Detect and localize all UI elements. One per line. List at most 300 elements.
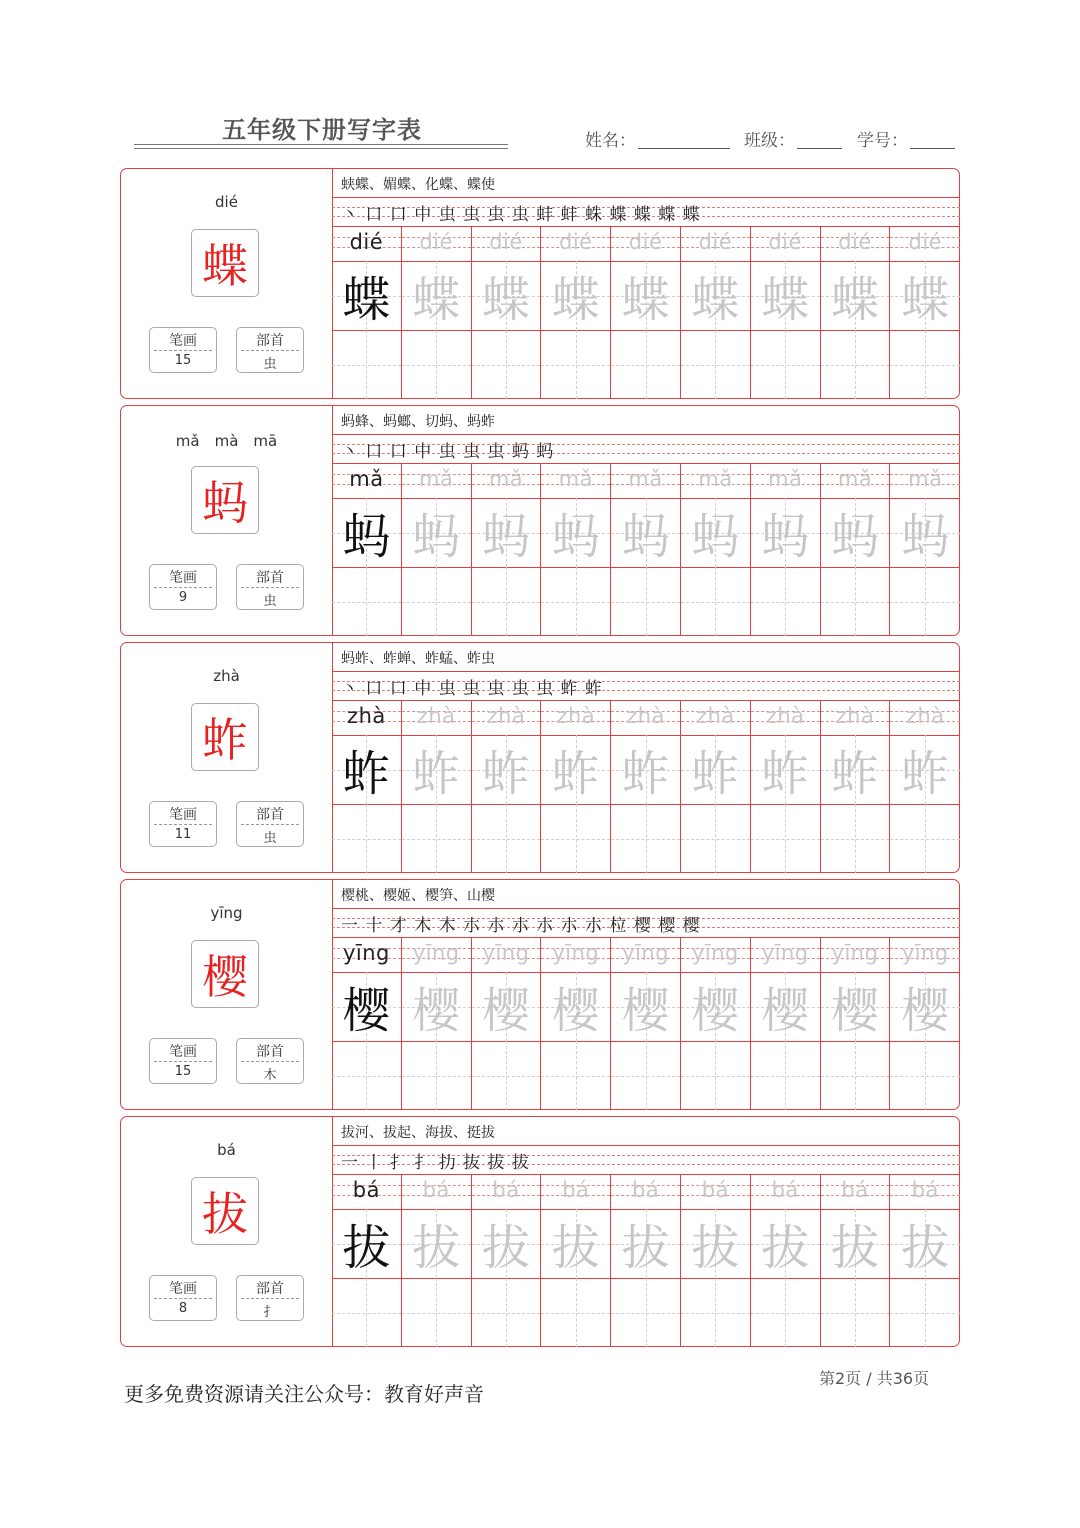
pinyin-cell[interactable] bbox=[751, 700, 820, 736]
grid-column bbox=[890, 937, 960, 1109]
class-field[interactable] bbox=[797, 148, 842, 149]
guide-line bbox=[785, 1041, 786, 1110]
example-words-row bbox=[332, 880, 960, 909]
pinyin-trace: mǎ bbox=[698, 467, 733, 491]
pinyin-cell[interactable] bbox=[332, 937, 401, 973]
blank-writing-cell[interactable] bbox=[541, 330, 610, 399]
character-block bbox=[120, 168, 960, 399]
pinyin-cell[interactable] bbox=[821, 463, 890, 499]
pinyin-trace: yīng bbox=[691, 941, 739, 965]
pinyin-cell[interactable] bbox=[541, 463, 610, 499]
pinyin-cell[interactable] bbox=[681, 226, 750, 262]
blank-writing-cell[interactable] bbox=[402, 804, 471, 873]
character-model: 樱 bbox=[342, 983, 391, 1039]
tracing-cell[interactable] bbox=[890, 498, 960, 568]
blank-writing-cell[interactable] bbox=[541, 1278, 610, 1347]
guide-line bbox=[785, 804, 786, 873]
character-display: 拔 bbox=[191, 1177, 259, 1245]
pinyin-trace: yīng bbox=[831, 941, 879, 965]
blank-writing-cell[interactable] bbox=[611, 804, 680, 873]
stroke-count-box bbox=[149, 1275, 217, 1321]
tracing-cell[interactable] bbox=[402, 972, 471, 1042]
tracing-cell[interactable] bbox=[472, 735, 541, 805]
character-block bbox=[120, 405, 960, 636]
pinyin-cell[interactable] bbox=[821, 937, 890, 973]
blank-writing-cell[interactable] bbox=[890, 330, 960, 399]
pinyin-cell[interactable] bbox=[611, 1174, 680, 1210]
blank-writing-cell[interactable] bbox=[332, 567, 401, 636]
blank-writing-cell[interactable] bbox=[472, 804, 541, 873]
tracing-cell[interactable] bbox=[402, 261, 471, 331]
stroke-count: 11 bbox=[174, 827, 192, 842]
grid-column bbox=[402, 700, 472, 872]
pinyin-cell[interactable] bbox=[472, 226, 541, 262]
tracing-cell[interactable] bbox=[611, 498, 680, 568]
character-trace: 樱 bbox=[551, 983, 600, 1039]
stat-divider bbox=[241, 587, 299, 588]
pinyin-cell[interactable] bbox=[541, 1174, 610, 1210]
pinyin-cell[interactable] bbox=[751, 1174, 820, 1210]
pinyin-trace: bá bbox=[631, 1178, 660, 1202]
blank-writing-cell[interactable] bbox=[751, 330, 820, 399]
blank-writing-cell[interactable] bbox=[821, 567, 890, 636]
pinyin-cell[interactable] bbox=[472, 463, 541, 499]
pinyin-trace: zhà bbox=[626, 704, 665, 728]
grid-column bbox=[751, 937, 821, 1109]
character-trace: 蝶 bbox=[901, 272, 950, 328]
blank-writing-cell[interactable] bbox=[821, 1278, 890, 1347]
pinyin-cell[interactable] bbox=[681, 937, 750, 973]
tracing-cell[interactable] bbox=[402, 1209, 471, 1279]
pinyin-cell[interactable] bbox=[541, 700, 610, 736]
guide-line bbox=[436, 330, 437, 399]
tracing-cell[interactable] bbox=[751, 261, 820, 331]
blank-writing-cell[interactable] bbox=[751, 567, 820, 636]
tracing-cell[interactable] bbox=[681, 261, 750, 331]
tracing-cell[interactable] bbox=[751, 735, 820, 805]
pinyin-cell[interactable] bbox=[751, 937, 820, 973]
pinyin-cell[interactable] bbox=[332, 700, 401, 736]
blank-writing-cell[interactable] bbox=[681, 804, 750, 873]
grid-column bbox=[681, 937, 751, 1109]
stroke-order: 丶 口 口 中 虫 虫 虫 虫 蚌 蚌 蛛 蝶 蝶 蝶 蝶 bbox=[341, 205, 701, 225]
guide-line bbox=[506, 1041, 507, 1110]
guide-line bbox=[506, 804, 507, 873]
tracing-cell[interactable] bbox=[332, 261, 401, 331]
class-label: 班级： bbox=[744, 131, 795, 151]
practice-area bbox=[332, 1117, 960, 1346]
blank-writing-cell[interactable] bbox=[681, 330, 750, 399]
guide-line bbox=[576, 804, 577, 873]
stroke-order-row bbox=[332, 197, 960, 227]
guide-line bbox=[436, 567, 437, 636]
grid-column bbox=[611, 937, 681, 1109]
pinyin-cell[interactable] bbox=[611, 226, 680, 262]
pinyin-cell[interactable] bbox=[890, 700, 960, 736]
grid-column bbox=[681, 226, 751, 398]
student-number-field[interactable] bbox=[910, 148, 955, 149]
character-trace: 蝶 bbox=[481, 272, 530, 328]
pinyin-cell[interactable] bbox=[332, 1174, 401, 1210]
title-underline bbox=[134, 148, 508, 149]
blank-writing-cell[interactable] bbox=[890, 1278, 960, 1347]
example-words: 蛱蝶、媚蝶、化蝶、蝶使 bbox=[341, 177, 495, 193]
guide-line bbox=[715, 1278, 716, 1347]
character-trace: 蚱 bbox=[412, 746, 461, 802]
blank-writing-cell[interactable] bbox=[472, 1041, 541, 1110]
tracing-cell[interactable] bbox=[611, 735, 680, 805]
character-info-panel bbox=[121, 880, 333, 1109]
example-words-row bbox=[332, 1117, 960, 1146]
character-trace: 拔 bbox=[481, 1220, 530, 1276]
pinyin-cell[interactable] bbox=[611, 463, 680, 499]
pinyin-cell[interactable] bbox=[611, 700, 680, 736]
character-model: 拔 bbox=[342, 1220, 391, 1276]
pinyin-cell[interactable] bbox=[681, 700, 750, 736]
stroke-order-row bbox=[332, 434, 960, 464]
pinyin-cell[interactable] bbox=[402, 226, 471, 262]
tracing-cell[interactable] bbox=[821, 498, 890, 568]
grid-column bbox=[541, 463, 611, 635]
tracing-cell[interactable] bbox=[541, 1209, 610, 1279]
radical-value: 扌 bbox=[263, 1305, 277, 1320]
example-words-row bbox=[332, 169, 960, 198]
pinyin-cell[interactable] bbox=[821, 226, 890, 262]
grid-column bbox=[332, 226, 402, 398]
blank-writing-cell[interactable] bbox=[681, 1278, 750, 1347]
pinyin-cell[interactable] bbox=[402, 1174, 471, 1210]
stroke-count: 9 bbox=[178, 590, 188, 605]
guide-line bbox=[506, 567, 507, 636]
pinyin-trace: zhà bbox=[696, 704, 735, 728]
character-model: 蚂 bbox=[342, 509, 391, 565]
tracing-cell[interactable] bbox=[611, 972, 680, 1042]
radical-value: 木 bbox=[263, 1068, 277, 1083]
character-pinyin: dié bbox=[215, 193, 238, 211]
character-display: 蝶 bbox=[191, 229, 259, 297]
pinyin-trace: bá bbox=[911, 1178, 939, 1202]
grid-column bbox=[751, 700, 821, 872]
name-field[interactable] bbox=[638, 148, 730, 149]
stat-divider bbox=[241, 1061, 299, 1062]
pinyin-trace: mǎ bbox=[837, 467, 873, 491]
pinyin-cell[interactable] bbox=[611, 937, 680, 973]
grid-column bbox=[541, 1174, 611, 1346]
tracing-cell[interactable] bbox=[681, 1209, 750, 1279]
grid-column bbox=[541, 937, 611, 1109]
character-info-panel bbox=[121, 169, 333, 398]
grid-column bbox=[890, 226, 960, 398]
character-info-panel bbox=[121, 1117, 333, 1346]
tracing-cell[interactable] bbox=[821, 735, 890, 805]
tracing-cell[interactable] bbox=[332, 498, 401, 568]
grid-column bbox=[611, 463, 681, 635]
stroke-count-box bbox=[149, 1038, 217, 1084]
grid-column bbox=[332, 937, 402, 1109]
guide-line bbox=[576, 330, 577, 399]
stroke-count: 15 bbox=[174, 353, 192, 368]
tracing-cell[interactable] bbox=[751, 498, 820, 568]
example-words: 拔河、拔起、海拔、挺拔 bbox=[341, 1125, 495, 1141]
pinyin-cell[interactable] bbox=[890, 937, 960, 973]
blank-writing-cell[interactable] bbox=[332, 804, 401, 873]
stat-divider bbox=[241, 1298, 299, 1299]
character-trace: 蚂 bbox=[691, 509, 740, 565]
blank-writing-cell[interactable] bbox=[751, 1278, 820, 1347]
character-trace: 樱 bbox=[481, 983, 530, 1039]
pinyin-cell[interactable] bbox=[681, 1174, 750, 1210]
pinyin-trace: dié bbox=[698, 230, 733, 254]
guide-line bbox=[925, 804, 926, 873]
guide-line bbox=[925, 1278, 926, 1347]
writing-grid bbox=[332, 937, 960, 1111]
pinyin-trace: yīng bbox=[552, 941, 600, 965]
stroke-count: 15 bbox=[174, 1064, 192, 1079]
character-block bbox=[120, 1116, 960, 1347]
character-trace: 樱 bbox=[412, 983, 461, 1039]
title-underline bbox=[134, 144, 508, 145]
guide-line bbox=[855, 804, 856, 873]
pinyin-trace: dié bbox=[628, 230, 663, 254]
character-model: 蚱 bbox=[342, 746, 391, 802]
tracing-cell[interactable] bbox=[890, 735, 960, 805]
stroke-count-box bbox=[149, 801, 217, 847]
grid-column bbox=[472, 937, 542, 1109]
tracing-cell[interactable] bbox=[472, 972, 541, 1042]
grid-column bbox=[890, 700, 960, 872]
pinyin-trace: mǎ bbox=[768, 467, 803, 491]
radical-label: 部首 bbox=[256, 333, 284, 349]
pinyin-cell[interactable] bbox=[402, 463, 471, 499]
blank-writing-cell[interactable] bbox=[821, 1041, 890, 1110]
radical-box bbox=[236, 1275, 304, 1321]
tracing-cell[interactable] bbox=[890, 261, 960, 331]
tracing-cell[interactable] bbox=[681, 498, 750, 568]
character-trace: 蝶 bbox=[621, 272, 670, 328]
character-pinyin: yīng bbox=[210, 904, 243, 922]
blank-writing-cell[interactable] bbox=[611, 567, 680, 636]
pinyin-trace: zhà bbox=[765, 704, 805, 728]
radical-label: 部首 bbox=[256, 570, 284, 586]
pinyin-trace: yīng bbox=[622, 941, 670, 965]
pinyin-model: yīng bbox=[342, 941, 390, 965]
grid-column bbox=[472, 700, 542, 872]
blank-writing-cell[interactable] bbox=[541, 567, 610, 636]
tracing-cell[interactable] bbox=[681, 735, 750, 805]
character-trace: 蚂 bbox=[621, 509, 670, 565]
pinyin-cell[interactable] bbox=[332, 463, 401, 499]
tracing-cell[interactable] bbox=[541, 498, 610, 568]
stat-divider bbox=[241, 824, 299, 825]
grid-column bbox=[681, 1174, 751, 1346]
character-block bbox=[120, 642, 960, 873]
blank-writing-cell[interactable] bbox=[541, 804, 610, 873]
pinyin-trace: dié bbox=[489, 230, 523, 254]
character-trace: 拔 bbox=[830, 1220, 879, 1276]
pinyin-cell[interactable] bbox=[541, 937, 610, 973]
guide-line bbox=[576, 1278, 577, 1347]
blank-writing-cell[interactable] bbox=[681, 1041, 750, 1110]
tracing-cell[interactable] bbox=[751, 972, 820, 1042]
blank-writing-cell[interactable] bbox=[402, 1278, 471, 1347]
tracing-cell[interactable] bbox=[821, 1209, 890, 1279]
pinyin-cell[interactable] bbox=[472, 1174, 541, 1210]
pinyin-trace: dié bbox=[768, 230, 802, 254]
pinyin-trace: bá bbox=[841, 1178, 869, 1202]
character-trace: 拔 bbox=[412, 1220, 461, 1276]
tracing-cell[interactable] bbox=[821, 972, 890, 1042]
grid-column bbox=[821, 1174, 891, 1346]
character-display: 蚱 bbox=[191, 703, 259, 771]
pinyin-model: mǎ bbox=[349, 467, 384, 491]
grid-column bbox=[821, 937, 891, 1109]
stroke-count-label: 笔画 bbox=[169, 1044, 197, 1060]
pinyin-cell[interactable] bbox=[332, 226, 401, 262]
pinyin-trace: zhà bbox=[835, 704, 875, 728]
tracing-cell[interactable] bbox=[611, 261, 680, 331]
writing-grid bbox=[332, 463, 960, 637]
tracing-cell[interactable] bbox=[402, 498, 471, 568]
blank-writing-cell[interactable] bbox=[611, 330, 680, 399]
practice-area bbox=[332, 406, 960, 635]
tracing-cell[interactable] bbox=[332, 972, 401, 1042]
pinyin-cell[interactable] bbox=[751, 226, 820, 262]
pinyin-cell[interactable] bbox=[402, 937, 471, 973]
blank-writing-cell[interactable] bbox=[890, 804, 960, 873]
blank-writing-cell[interactable] bbox=[332, 1041, 401, 1110]
grid-column bbox=[890, 463, 960, 635]
pinyin-trace: bá bbox=[562, 1178, 590, 1202]
pinyin-trace: yīng bbox=[901, 941, 949, 965]
blank-writing-cell[interactable] bbox=[472, 567, 541, 636]
character-trace: 蚱 bbox=[830, 746, 879, 802]
example-words-row bbox=[332, 643, 960, 672]
blank-writing-cell[interactable] bbox=[890, 567, 960, 636]
tracing-cell[interactable] bbox=[472, 1209, 541, 1279]
blank-writing-cell[interactable] bbox=[890, 1041, 960, 1110]
blank-writing-cell[interactable] bbox=[472, 1278, 541, 1347]
pinyin-cell[interactable] bbox=[751, 463, 820, 499]
pinyin-model: zhà bbox=[347, 704, 386, 728]
pinyin-cell[interactable] bbox=[890, 1174, 960, 1210]
example-words: 樱桃、樱姬、樱笋、山樱 bbox=[341, 888, 495, 904]
stroke-count-label: 笔画 bbox=[169, 570, 197, 586]
blank-writing-cell[interactable] bbox=[611, 1278, 680, 1347]
guide-line bbox=[506, 330, 507, 399]
pinyin-trace: mǎ bbox=[419, 467, 454, 491]
tracing-cell[interactable] bbox=[751, 1209, 820, 1279]
pinyin-cell[interactable] bbox=[472, 700, 541, 736]
writing-grid bbox=[332, 700, 960, 874]
stroke-count-label: 笔画 bbox=[169, 807, 197, 823]
guide-line bbox=[925, 1041, 926, 1110]
pinyin-cell[interactable] bbox=[890, 463, 960, 499]
blank-writing-cell[interactable] bbox=[332, 1278, 401, 1347]
grid-column bbox=[332, 463, 402, 635]
blank-writing-cell[interactable] bbox=[402, 1041, 471, 1110]
pinyin-trace: bá bbox=[422, 1178, 450, 1202]
pinyin-cell[interactable] bbox=[821, 1174, 890, 1210]
tracing-cell[interactable] bbox=[681, 972, 750, 1042]
practice-area bbox=[332, 169, 960, 398]
character-trace: 拔 bbox=[761, 1220, 810, 1276]
character-display: 樱 bbox=[191, 940, 259, 1008]
tracing-cell[interactable] bbox=[611, 1209, 680, 1279]
blank-writing-cell[interactable] bbox=[751, 804, 820, 873]
pinyin-cell[interactable] bbox=[681, 463, 750, 499]
blank-writing-cell[interactable] bbox=[332, 330, 401, 399]
tracing-cell[interactable] bbox=[541, 261, 610, 331]
character-trace: 樱 bbox=[691, 983, 740, 1039]
stat-divider bbox=[154, 1298, 212, 1299]
tracing-cell[interactable] bbox=[472, 261, 541, 331]
pinyin-model: bá bbox=[352, 1178, 380, 1202]
guide-line bbox=[436, 1041, 437, 1110]
grid-column bbox=[402, 463, 472, 635]
character-trace: 蚱 bbox=[551, 746, 600, 802]
stroke-order: 丶 口 口 中 虫 虫 虫 虫 虫 蚱 蚱 bbox=[341, 679, 604, 699]
character-trace: 蚂 bbox=[412, 509, 461, 565]
pinyin-trace: zhà bbox=[905, 704, 945, 728]
pinyin-cell[interactable] bbox=[821, 700, 890, 736]
stroke-count-label: 笔画 bbox=[169, 333, 197, 349]
tracing-cell[interactable] bbox=[332, 1209, 401, 1279]
page-number: 第2页 / 共36页 bbox=[819, 1369, 930, 1388]
blank-writing-cell[interactable] bbox=[821, 330, 890, 399]
character-trace: 蚱 bbox=[481, 746, 530, 802]
radical-box bbox=[236, 327, 304, 373]
blank-writing-cell[interactable] bbox=[821, 804, 890, 873]
guide-line bbox=[436, 1278, 437, 1347]
pinyin-cell[interactable] bbox=[541, 226, 610, 262]
stroke-order-row bbox=[332, 1145, 960, 1175]
blank-writing-cell[interactable] bbox=[402, 330, 471, 399]
pinyin-trace: dié bbox=[558, 230, 593, 254]
radical-label: 部首 bbox=[256, 807, 284, 823]
guide-line bbox=[785, 567, 786, 636]
character-trace: 拔 bbox=[551, 1220, 600, 1276]
blank-writing-cell[interactable] bbox=[541, 1041, 610, 1110]
blank-writing-cell[interactable] bbox=[472, 330, 541, 399]
guide-line bbox=[715, 567, 716, 636]
character-trace: 蚱 bbox=[761, 746, 810, 802]
stat-divider bbox=[154, 587, 212, 588]
character-trace: 蝶 bbox=[551, 272, 600, 328]
blank-writing-cell[interactable] bbox=[681, 567, 750, 636]
tracing-cell[interactable] bbox=[541, 972, 610, 1042]
tracing-cell[interactable] bbox=[402, 735, 471, 805]
character-info-panel bbox=[121, 643, 333, 872]
tracing-cell[interactable] bbox=[890, 1209, 960, 1279]
pinyin-cell[interactable] bbox=[472, 937, 541, 973]
blank-writing-cell[interactable] bbox=[611, 1041, 680, 1110]
tracing-cell[interactable] bbox=[472, 498, 541, 568]
tracing-cell[interactable] bbox=[890, 972, 960, 1042]
tracing-cell[interactable] bbox=[541, 735, 610, 805]
pinyin-cell[interactable] bbox=[402, 700, 471, 736]
pinyin-cell[interactable] bbox=[890, 226, 960, 262]
name-label: 姓名： bbox=[585, 131, 636, 151]
guide-line bbox=[366, 1278, 367, 1347]
blank-writing-cell[interactable] bbox=[402, 567, 471, 636]
stroke-count: 8 bbox=[178, 1301, 188, 1316]
tracing-cell[interactable] bbox=[821, 261, 890, 331]
blank-writing-cell[interactable] bbox=[751, 1041, 820, 1110]
tracing-cell[interactable] bbox=[332, 735, 401, 805]
pinyin-trace: dié bbox=[908, 230, 943, 254]
guide-line bbox=[925, 330, 926, 399]
character-trace: 蚂 bbox=[761, 509, 810, 565]
